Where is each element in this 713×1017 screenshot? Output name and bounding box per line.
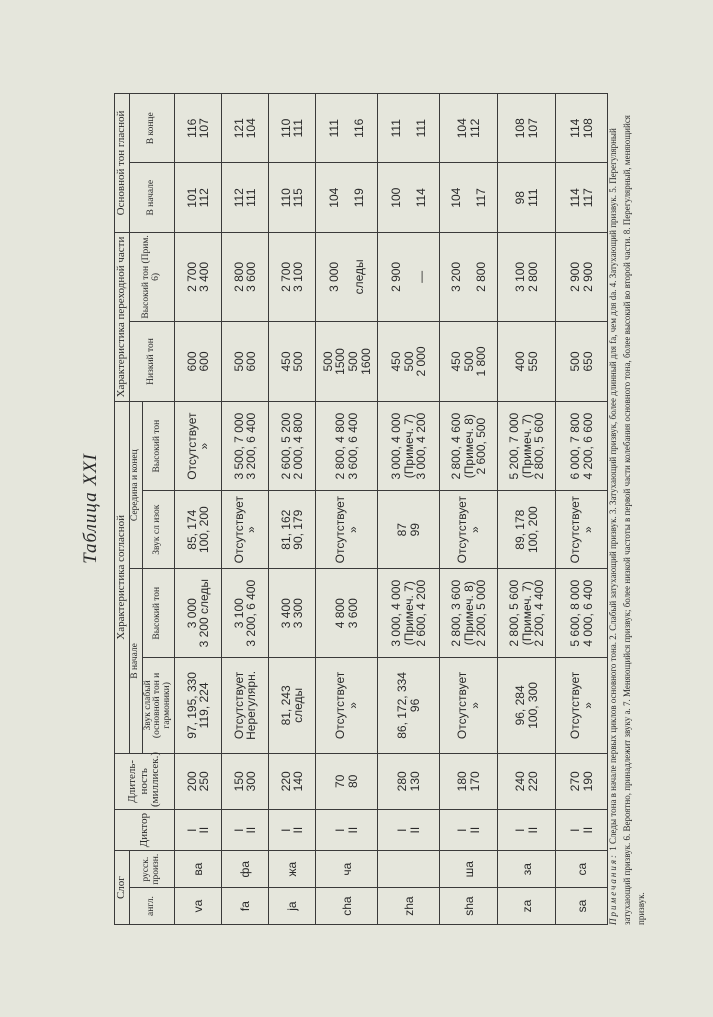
footnotes-lead: Примечания: — [608, 852, 618, 925]
cell-trans-low: 450 500 1 800 — [449, 346, 489, 377]
cell-begin-weak: Отсутствует » — [333, 671, 360, 740]
header-beginning: В начале — [129, 569, 142, 753]
cell-trans-low: 600 600 — [184, 351, 212, 372]
cell-fund-end: 110 111 — [278, 118, 306, 138]
cell-trans-low: 500 600 — [231, 351, 259, 372]
cell-begin-weak: 81, 243 следы — [278, 685, 306, 726]
header-at-end: В конце — [129, 94, 175, 164]
cell-trans-low: 450 500 — [278, 351, 306, 372]
consonant-table — [114, 93, 608, 925]
cell-duration: 150 300 — [231, 771, 259, 792]
cell-begin-weak: Отсутствует Нерегулярн. — [231, 670, 259, 740]
cell-duration: 180 170 — [455, 771, 482, 792]
cell-rus: фа — [222, 851, 269, 888]
cell-speaker: I II — [278, 826, 306, 834]
cell-trans-high: 2 900 — — [389, 261, 429, 292]
cell-begin-high: 5 600, 8 000 4 000, 6 400 — [568, 579, 595, 647]
cell-begin-high: 3 400 3 300 — [278, 598, 306, 629]
table-caption: Таблица XXI — [80, 453, 101, 564]
cell-speaker: I II — [184, 826, 212, 834]
cell-mid-noise: 89, 178 100, 200 — [513, 506, 540, 554]
cell-rus: са — [556, 851, 608, 888]
cell-speaker: I II — [231, 826, 259, 834]
header-speaker: Диктор — [115, 810, 175, 851]
cell-eng: va — [175, 888, 222, 925]
cell-trans-high: 3 200 2 800 — [449, 261, 489, 292]
cell-mid-high: 6 000, 7 800 4 200, 6 600 — [568, 412, 595, 480]
table-row — [222, 94, 269, 925]
footnotes-text: 1 Следы тона в начале первых циклов основного тона. 2. Слабый затухающий призвук. 3. Затухающий призвук, более длинный для fa, чем для da. 4. Затухающий призвук. 5. Перегулярный затухающий призвук. 6. Вероятно, принадлежит звуку a. 7. Меняющийся призвук; более низкой частоты в первой части колебания основного тона, более высокий во второй части. 8. Перегулярный, меняющийся призвук. — [608, 115, 646, 925]
table-row — [378, 94, 440, 925]
cell-fund-start: 104 119 — [327, 187, 367, 208]
cell-rus: за — [498, 851, 556, 888]
cell-eng: fa — [222, 888, 269, 925]
cell-fund-end: 116 107 — [184, 118, 212, 139]
cell-begin-weak: Отсутствует » — [568, 671, 595, 740]
cell-mid-noise: Отсутствует » — [231, 496, 259, 564]
cell-speaker: I II — [333, 826, 360, 834]
cell-fund-end: 114 108 — [568, 118, 595, 139]
cell-begin-high: 4 800 3 600 — [333, 598, 360, 629]
cell-eng: ja — [269, 888, 316, 925]
cell-trans-high: 3 100 2 800 — [513, 261, 540, 292]
cell-rus: ча — [316, 851, 378, 888]
header-high-tone: Высокий тон — [142, 569, 175, 658]
cell-eng: cha — [316, 888, 378, 925]
cell-duration: 70 80 — [333, 774, 360, 789]
cell-trans-high: 2 700 3 400 — [184, 261, 212, 292]
cell-fund-start: 110 115 — [278, 188, 306, 208]
cell-begin-high: 3 100 3 200, 6 400 — [231, 579, 259, 647]
header-transition-characteristic: Характеристика переходной части — [115, 232, 130, 401]
cell-trans-high: 2 800 3 600 — [231, 261, 259, 292]
cell-trans-low: 450 500 2 000 — [389, 346, 429, 377]
cell-begin-weak: 96, 284 100, 300 — [513, 682, 540, 729]
table-header — [115, 94, 175, 925]
table-row — [269, 94, 316, 925]
cell-trans-low: 500 1500 500 1600 — [320, 348, 373, 375]
cell-trans-high: 2 900 2 900 — [568, 261, 595, 292]
cell-mid-noise: 85, 174 100, 200 — [184, 506, 212, 554]
cell-fund-start: 112 111 — [231, 188, 259, 208]
cell-mid-high: 5 200, 7 000 (Примеч. 7) 2 800, 5 600 — [507, 412, 547, 480]
header-at-start: В начале — [129, 163, 175, 232]
cell-begin-weak: 97, 195, 330 119, 224 — [184, 672, 212, 739]
cell-mid-noise: Отсутствует » — [568, 496, 595, 564]
cell-mid-noise: Отсутствует » — [333, 496, 360, 564]
header-fundamental-tone: Основной тон гласной — [115, 94, 130, 233]
table-row — [556, 94, 608, 925]
cell-speaker: I II — [568, 826, 595, 834]
header-low-tone: Низкий тон — [129, 321, 175, 401]
table-body — [175, 94, 608, 925]
cell-fund-end: 121 104 — [231, 118, 259, 139]
cell-eng: sa — [556, 888, 608, 925]
cell-trans-high: 2 700 3 100 — [278, 261, 306, 292]
cell-fund-start: 114 117 — [568, 188, 595, 208]
cell-speaker: I II — [513, 826, 540, 834]
cell-trans-low: 500 650 — [568, 351, 595, 372]
cell-trans-low: 400 550 — [513, 351, 540, 372]
cell-mid-high: 2 600, 5 200 2 000, 4 800 — [278, 412, 306, 480]
cell-duration: 200 250 — [184, 771, 212, 792]
cell-fund-end: 104 112 — [455, 118, 482, 139]
cell-fund-end: 111 116 — [327, 118, 367, 138]
cell-eng: zha — [378, 888, 440, 925]
cell-mid-high: Отсутствует » — [184, 412, 212, 480]
cell-begin-weak: 86, 172, 334 96 — [395, 672, 422, 739]
cell-begin-high: 3 000, 4 000 (Примеч. 7) 2 600, 4 200 — [389, 579, 429, 647]
cell-mid-noise: 87 99 — [395, 523, 422, 537]
cell-fund-start: 100 114 — [389, 187, 429, 208]
header-consonant-characteristic: Характеристика согласной — [115, 402, 130, 753]
cell-rus: ша — [440, 851, 498, 888]
table-row — [175, 94, 222, 925]
table-row — [498, 94, 556, 925]
cell-trans-high: 3 000 следы — [327, 259, 367, 295]
header-russian: русск. произн. — [129, 851, 175, 888]
header-weak-sound: Звук слабый (основной тон и гармоники) — [142, 658, 175, 753]
cell-fund-start: 98 111 — [513, 188, 540, 207]
cell-duration: 270 190 — [568, 771, 595, 792]
cell-eng: za — [498, 888, 556, 925]
header-duration: Длитель-ность (миллисек.) — [115, 753, 175, 809]
cell-fund-end: 108 107 — [513, 118, 540, 139]
cell-begin-high: 3 000 3 200 следы — [184, 579, 212, 648]
cell-mid-high: 3 000, 4 000 (Примеч. 7) 3 000, 4 200 — [389, 412, 429, 480]
cell-rus: ва — [175, 851, 222, 888]
cell-rus — [378, 851, 440, 888]
cell-mid-high: 2 800, 4 600 (Примеч. 8) 2 600, 500 — [449, 412, 489, 480]
cell-begin-high: 2 800, 5 600 (Примеч. 7) 2 200, 4 400 — [507, 579, 547, 647]
cell-begin-weak: Отсутствует » — [455, 671, 482, 740]
cell-mid-high: 2 800, 4 800 3 600, 6 400 — [333, 412, 360, 480]
cell-speaker: I II — [455, 826, 482, 834]
header-high-tone-2: Высокий тон — [142, 402, 175, 491]
header-middle-end: Середина и конец — [129, 402, 142, 569]
cell-rus: жа — [269, 851, 316, 888]
header-high-tone-note: Высокий тон (Прим. 6) — [129, 232, 175, 321]
cell-duration: 220 140 — [278, 771, 306, 792]
header-syllable: Слог — [115, 851, 130, 925]
header-english: англ. — [129, 888, 175, 925]
table-row — [440, 94, 498, 925]
header-sound-noise: Звук сл изок — [142, 491, 175, 569]
footnotes — [607, 93, 649, 925]
cell-fund-end: 111 111 — [389, 119, 429, 138]
cell-duration: 240 220 — [513, 771, 540, 792]
cell-mid-high: 3 500, 7 000 3 200, 6 400 — [231, 412, 259, 480]
cell-mid-noise: Отсутствует » — [455, 496, 482, 564]
cell-mid-noise: 81, 162 90, 179 — [278, 509, 306, 550]
cell-speaker: I II — [395, 826, 422, 834]
cell-duration: 280 130 — [395, 771, 422, 792]
cell-eng: sha — [440, 888, 498, 925]
cell-fund-start: 101 112 — [184, 187, 212, 208]
cell-fund-start: 104 117 — [449, 187, 489, 208]
table-row — [316, 94, 378, 925]
cell-begin-high: 2 800, 3 600 (Примеч. 8) 2 200, 5 000 — [449, 579, 489, 647]
